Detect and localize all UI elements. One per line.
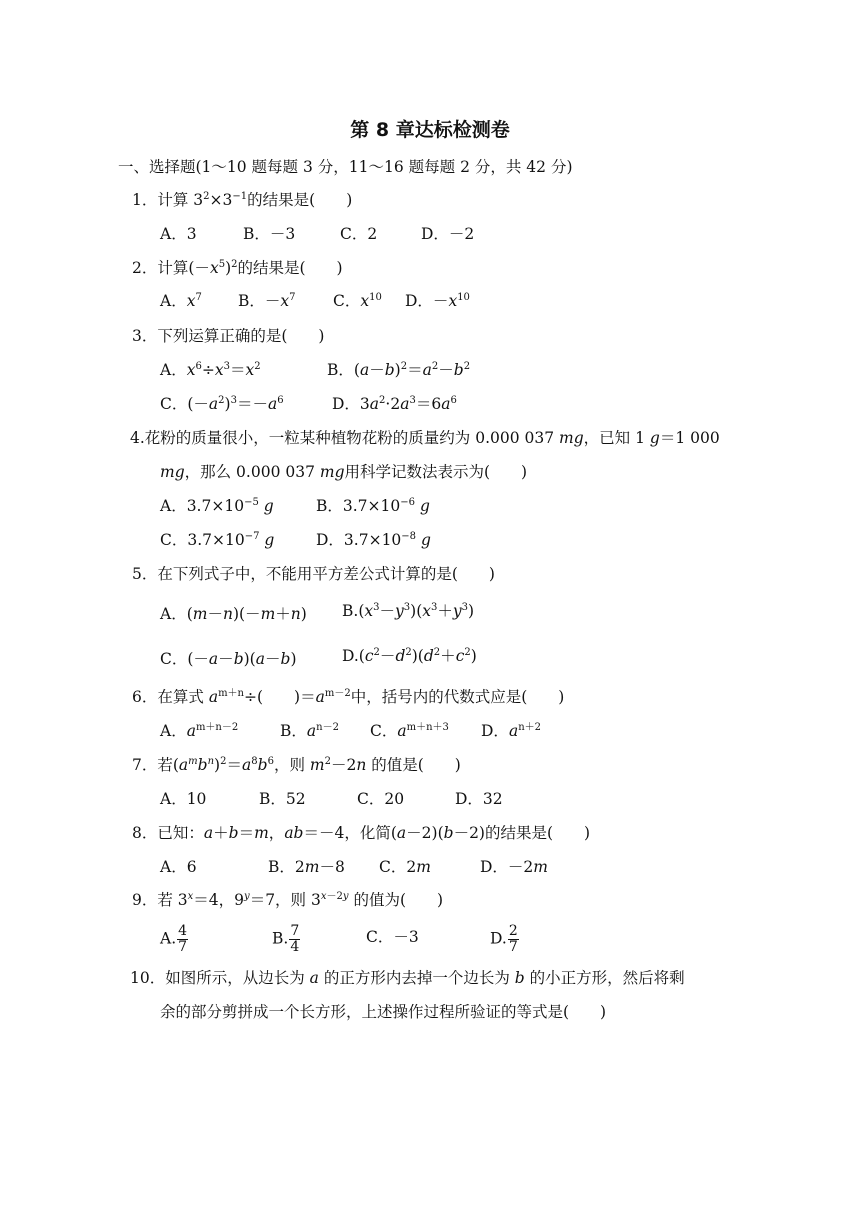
q3-option-c: C．$(-a^2)^3=-a^6$ bbox=[160, 395, 284, 413]
q6-option-d: D．$a^{n+2}$ bbox=[481, 722, 541, 740]
q1-option-d: D．－2 bbox=[421, 225, 475, 243]
q7-option-c: C．20 bbox=[357, 790, 405, 808]
q1-option-a: A．3 bbox=[160, 225, 197, 243]
q6-option-c: C．$a^{m+n+3}$ bbox=[370, 722, 449, 740]
q5-option-c: C．(－a－b)(a－b) bbox=[160, 650, 297, 668]
q9-option-a: A. $\frac{4}{7}$ bbox=[160, 923, 188, 955]
q5-option-a: A．(m－n)(－m＋n) bbox=[160, 605, 307, 623]
q2-option-a: A．$x^7$ bbox=[160, 292, 202, 310]
q2-option-c: C．$x^{10}$ bbox=[333, 292, 382, 310]
q5-option-d: $D.(c^2-d^2)(d^2+c^2)$ bbox=[342, 647, 477, 665]
q3-option-a: A．$x^6\div x^3=x^2$ bbox=[160, 361, 261, 379]
q4-option-b: B．$3.7\times 10^{-6}$ g bbox=[316, 497, 430, 515]
q4-option-d: D．$3.7\times 10^{-8}$ g bbox=[316, 531, 431, 549]
q4-option-c: C．$3.7\times 10^{-7}$ g bbox=[160, 531, 275, 549]
question-4-line-1: 4.花粉的质量很小，一粒某种植物花粉的质量约为 0.000 037 mg，已知 1 g＝1 000 bbox=[130, 429, 720, 447]
q1-option-b: B．－3 bbox=[243, 225, 296, 243]
section-heading: 一、选择题(1～10 题每题 3 分，11～16 题每题 2 分，共 42 分) bbox=[118, 158, 573, 176]
q2-option-d: D．$-x^{10}$ bbox=[405, 292, 470, 310]
question-2: 2．计算$(-x^5)^2$的结果是( ) bbox=[132, 259, 343, 277]
question-1: 1．计算 $3^2\times 3^{-1}$的结果是( ) bbox=[132, 191, 353, 209]
question-3: 3．下列运算正确的是( ) bbox=[132, 327, 325, 345]
page-title: 第 8 章达标检测卷 bbox=[350, 119, 510, 141]
q2-option-b: B．$-x^7$ bbox=[238, 292, 296, 310]
q6-option-b: B．$a^{n-2}$ bbox=[280, 722, 339, 740]
q7-option-d: D．32 bbox=[455, 790, 503, 808]
q9-option-c: C．－3 bbox=[366, 928, 419, 946]
question-9: 9．若 $3^x=4$，$9^y=7$，则 $3^{x-2y}$ 的值为( ) bbox=[132, 891, 444, 909]
question-7: 7．若$(a^mb^n)^2=a^8b^6$，则 $m^2-2n$ 的值是( ) bbox=[132, 756, 461, 774]
question-6: 6．在算式 $a^{m+n}\div$( )$=a^{m-2}$中，括号内的代数式应是( ) bbox=[132, 688, 565, 706]
q1-option-c: C．2 bbox=[340, 225, 378, 243]
q4-option-a: A．$3.7\times 10^{-5}$ g bbox=[160, 497, 274, 515]
q5-option-b: $B.(x^3-y^3)(x^3+y^3)$ bbox=[342, 602, 475, 620]
q3-option-d: D．$3a^2\cdot 2a^3=6a^6$ bbox=[332, 395, 457, 413]
question-10-line-2: 余的部分剪拼成一个长方形，上述操作过程所验证的等式是( ) bbox=[160, 1003, 607, 1021]
q9-option-b: B. $\frac{7}{4}$ bbox=[272, 923, 300, 955]
q7-option-b: B．52 bbox=[259, 790, 306, 808]
q8-option-c: C．2m bbox=[379, 858, 431, 876]
q8-option-a: A．6 bbox=[160, 858, 197, 876]
question-10-line-1: 10．如图所示，从边长为 a 的正方形内去掉一个边长为 b 的小正方形，然后将剩 bbox=[130, 969, 685, 987]
question-5: 5．在下列式子中，不能用平方差公式计算的是( ) bbox=[132, 565, 495, 583]
q9-option-d: D. $\frac{2}{7}$ bbox=[490, 923, 518, 955]
q6-option-a: A．$a^{m+n-2}$ bbox=[160, 722, 239, 740]
q3-option-b: B．$(a-b)^2=a^2-b^2$ bbox=[327, 361, 471, 379]
question-4-line-2: mg，那么 0.000 037 mg用科学记数法表示为( ) bbox=[160, 463, 528, 481]
q8-option-d: D．－2m bbox=[480, 858, 548, 876]
q7-option-a: A．10 bbox=[160, 790, 207, 808]
question-8: 8．已知：a＋b＝m，ab＝－4，化简(a－2)(b－2)的结果是( ) bbox=[132, 824, 591, 842]
q8-option-b: B．2m－8 bbox=[268, 858, 345, 876]
